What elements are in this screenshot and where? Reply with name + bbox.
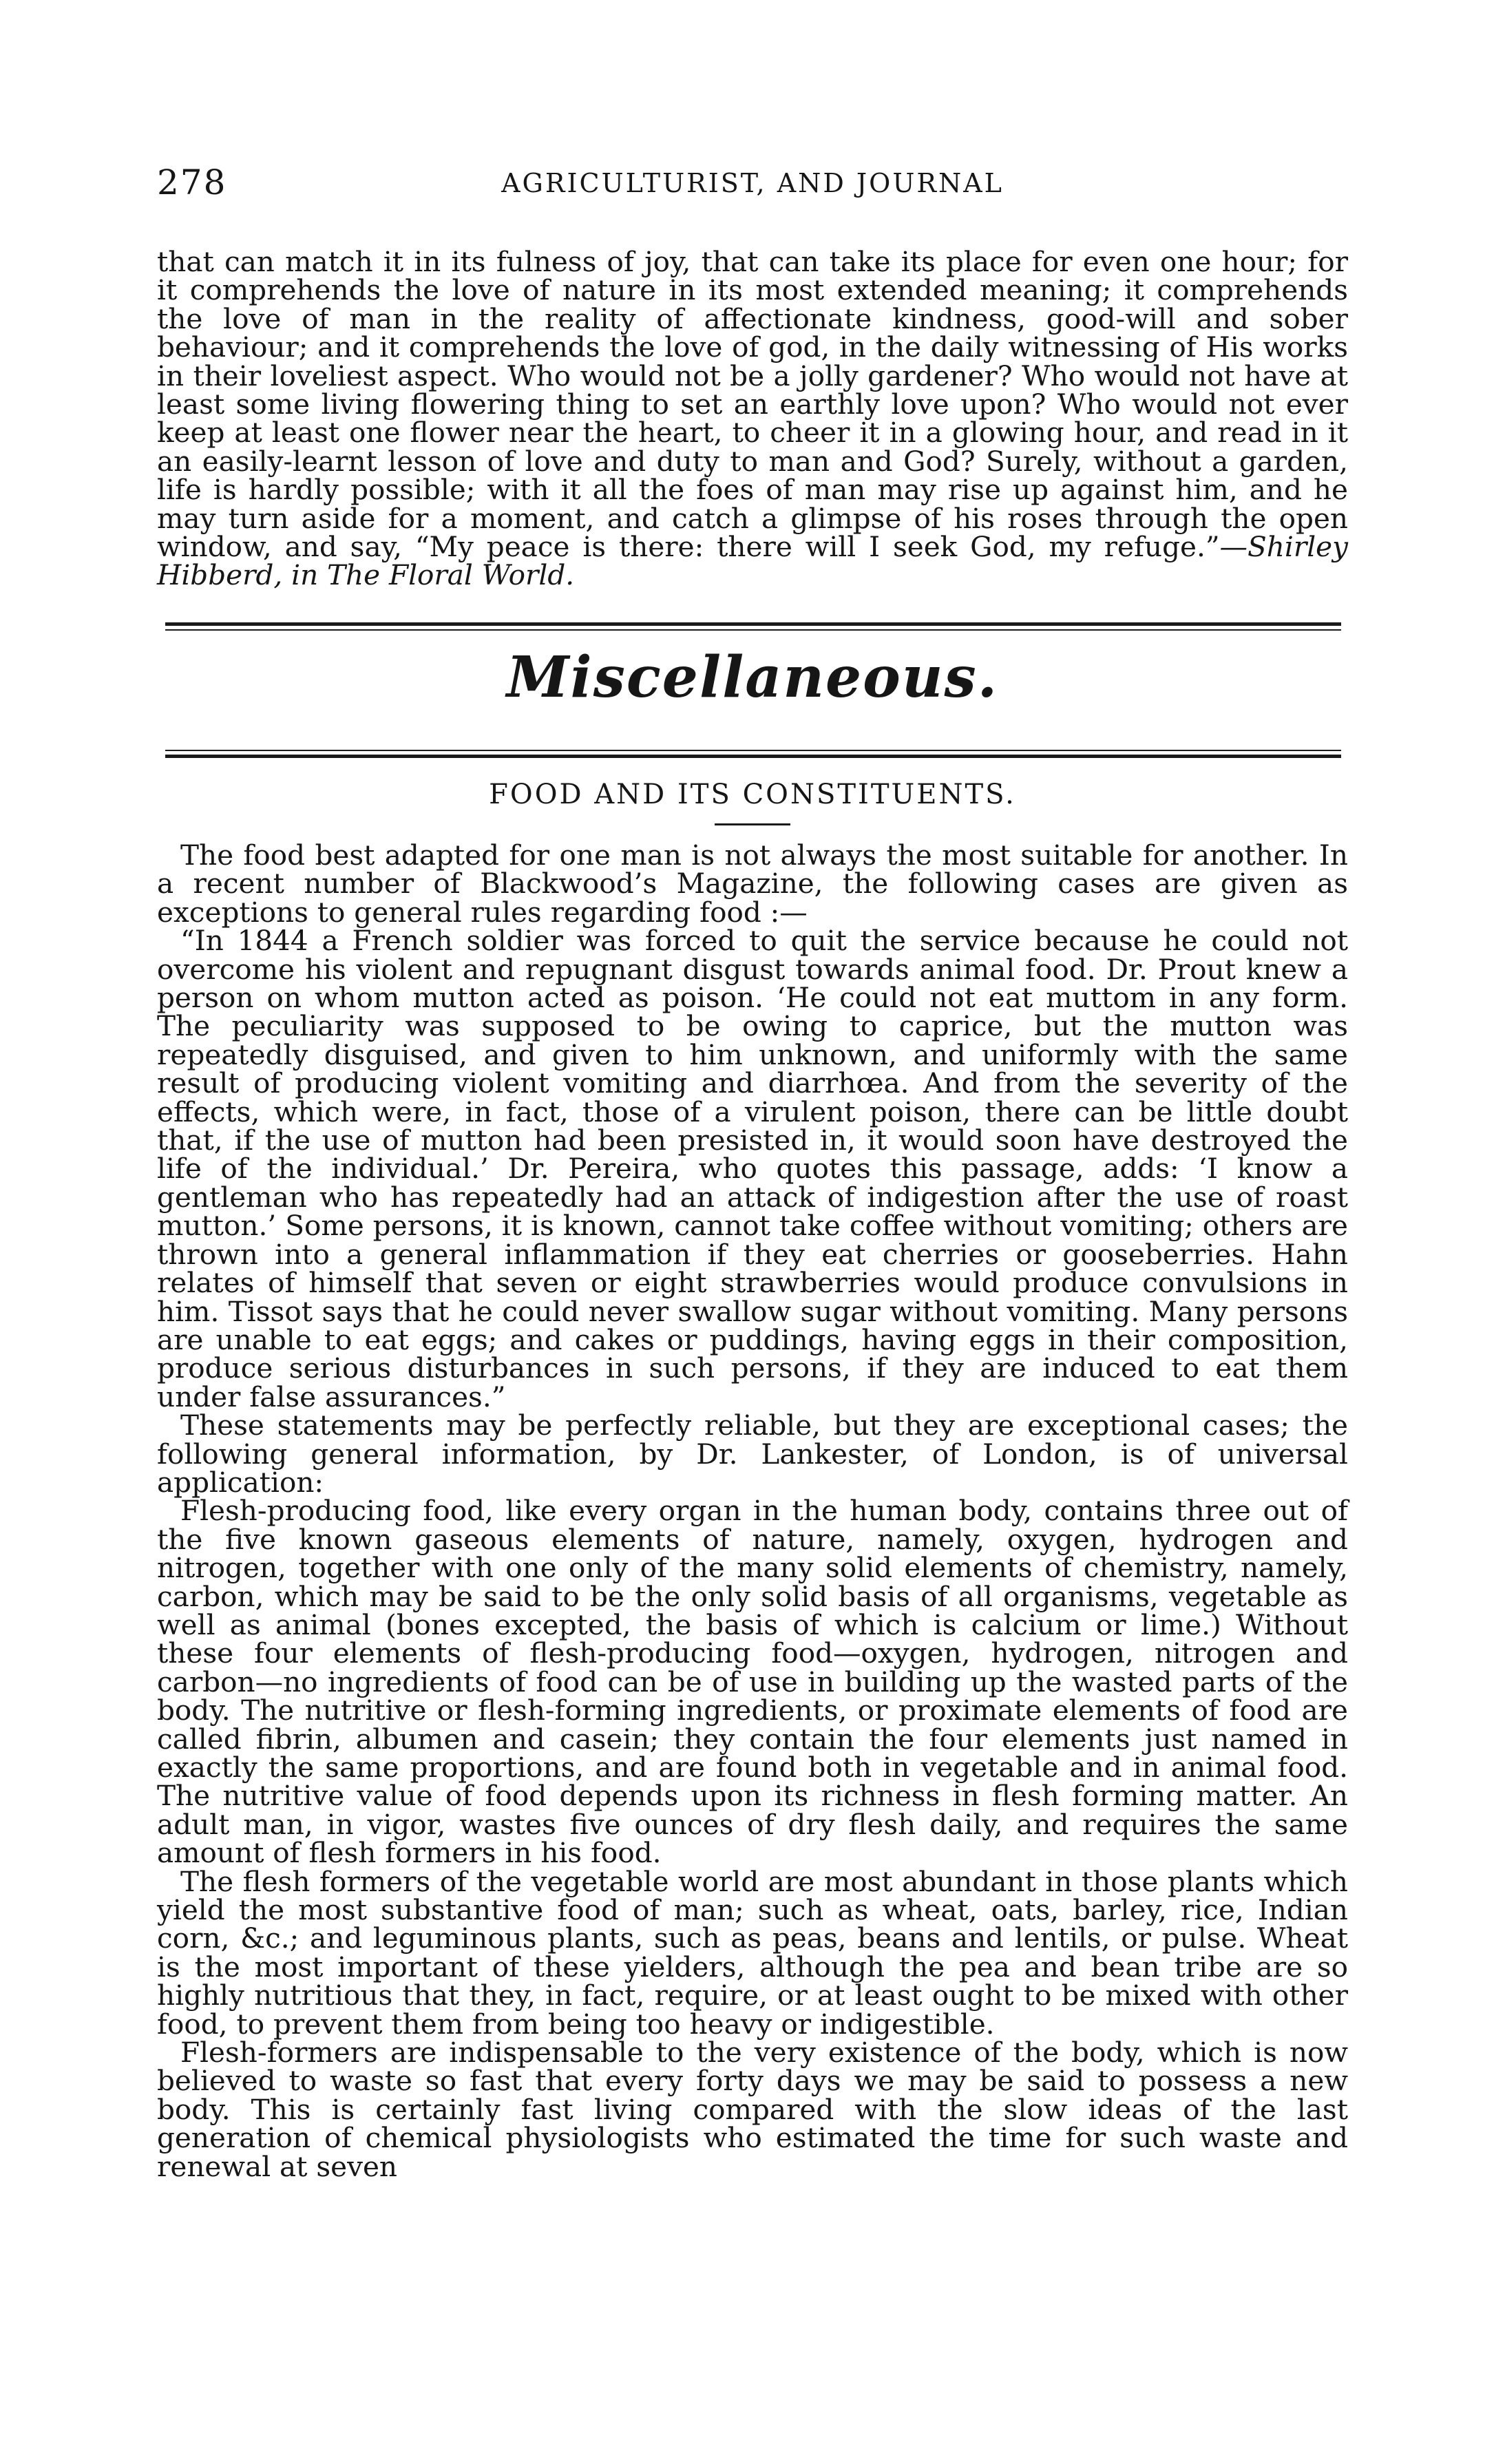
intro-text: that can match it in its fulness of joy, that can take its place for even one hour; for it comprehends the love of nature in its most extended meaning; it comprehends the love of man in the reality of affectionate kindness, good-will and sober behaviour; and it comprehends the love of god, in the daily witnessing of His works in their loveliest aspect. Who would not be a jolly gardener? Who would not have at least some living flowering thing to set an earthly love upon? Who would not ever keep at least one flower near the heart, to cheer it in a glowing hour, and read in it an easily-learnt lesson of love and duty to man and God? Surely, without a garden, life is hardly possible; with it all the foes of man may rise up against him, and he may turn aside for a moment, and catch a glimpse of his roses through the open window, and say, “My peace is there: there will I seek God, my refuge.” [157, 245, 1348, 564]
section-rule-top-thin [165, 629, 1341, 631]
article-paragraph: Flesh-producing food, like every organ in the human body, contains three out of the five known gaseous elements of nature, namely, oxygen, hydrogen and nitrogen, together with one only of the many solid elements of chemistry, namely, carbon, which may be said to be the only solid basis of all organisms, vegetable as well as animal (bones excepted, the basis of which is calcium or lime.) Without these four elements of flesh-producing food—oxygen, hydrogen, nitrogen and carbon—no ingredients of food can be of use in building up the wasted parts of the body. The nutritive or flesh-forming ingredients, or proximate elements of food are called fibrin, albumen and casein; they contain the four elements just named in exactly the same proportions, and are found both in vegetable and in animal food. The nutritive value of food depends upon its richness in flesh forming matter. An adult man, in vigor, wastes five ounces of dry flesh daily, and requires the same amount of flesh formers in his food. [157, 1494, 1348, 1870]
section-rule-bottom-thin [165, 750, 1341, 751]
running-head [157, 162, 1348, 211]
article-paragraph: Flesh-formers are indispensable to the very existence of the body, which is now believed to waste so fast that every forty days we may be said to possess a new body. This is certainly fast living compared with the slow ideas of the last generation of chemical physiologists who estimated the time for such waste and renewal at seven [157, 2036, 1348, 2183]
title-underline-rule [715, 823, 790, 825]
section-rule-bottom-thick [165, 755, 1341, 758]
article-paragraph: The food best adapted for one man is not always the most suitable for another. In a recent number of Blackwood’s Magazine, the following cases are given as exceptions to general rules regarding food :— [157, 839, 1348, 929]
section-rule-top-thick [165, 622, 1341, 626]
article-title: FOOD AND ITS CONSTITUENTS. [489, 779, 1016, 810]
page-number: 278 [157, 162, 227, 202]
article-paragraph: The flesh formers of the vegetable world are most abundant in those plants which yield the most substantive food of man; such as wheat, oats, barley, rice, Indian corn, &c.; and leguminous plants, such as peas, beans and lentils, or pulse. Wheat is the most important of these yielders, although the pea and bean tribe are so highly nutritious that they, in fact, require, or at least ought to be mixed with other food, to prevent them from being too heavy or indigestible. [157, 1864, 1348, 2041]
intro-passage [157, 245, 1348, 592]
section-heading: Miscellaneous. [506, 644, 999, 710]
article-body [157, 841, 1348, 2181]
intro-signature: —Shirley Hibberd, in The Floral World. [157, 530, 1348, 592]
article-paragraph: These statements may be perfectly reliable, but they are exceptional cases; the following general information, by Dr. Lankester, of London, is of universal application: [157, 1409, 1348, 1499]
journal-title: AGRICULTURIST, AND JOURNAL [501, 168, 1004, 198]
article-paragraph: “In 1844 a French soldier was forced to quit the service because he could not overcome his violent and repugnant disgust towards animal food. Dr. Prout knew a person on whom mutton acted as poison. ‘He could not eat muttom in any form. The peculiarity was supposed to be owing to caprice, but the mutton was repeatedly disguised, and given to him unknown, and uniformly with the same result of producing violent vomiting and diarrhœa. And from the severity of the effects, which were, in fact, those of a virulent poison, there can be little doubt that, if the use of mutton had been presisted in, it would soon have destroyed the life of the individual.’ Dr. Pereira, who quotes this passage, adds: ‘I know a gentleman who has repeatedly had an attack of indigestion after the use of roast mutton.’ Some persons, it is known, cannot take coffee without vomiting; others are thrown into a general inflammation if they eat cherries or gooseberries. Hahn relates of himself that seven or eight strawberries would produce convulsions in him. Tissot says that he could never swallow sugar without vomiting. Many persons are unable to eat eggs; and cakes or puddings, having eggs in their composition, produce serious disturbances in such persons, if they are induced to eat them under false assurances.” [157, 924, 1348, 1413]
